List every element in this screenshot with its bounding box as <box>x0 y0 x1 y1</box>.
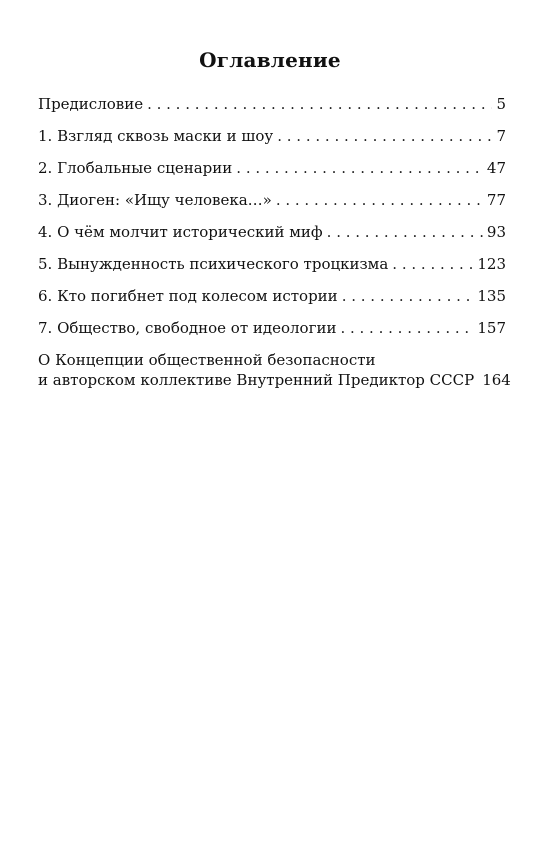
toc-entry-page: 7 <box>496 127 506 145</box>
toc-entry-label-line2: и авторском коллективе Внутренний Предиктор СССР <box>38 371 475 389</box>
toc-entry-label-line1: О Концепции общественной безопасности <box>38 351 376 369</box>
toc-leader-dots <box>276 184 483 216</box>
toc-leader-dots <box>277 120 492 152</box>
toc-entry[interactable] <box>38 216 506 248</box>
toc-entry-line2 <box>38 370 511 390</box>
toc-entry-label: 3. Диоген: «Ищу человека…» <box>38 191 272 209</box>
toc-entry-page: 77 <box>486 191 506 209</box>
toc-leader-dots <box>342 280 474 312</box>
toc-entry-multiline[interactable] <box>38 350 511 390</box>
toc-leader-dots <box>236 152 483 184</box>
toc-entry[interactable] <box>38 248 506 280</box>
table-of-contents <box>38 88 511 390</box>
toc-entry-page: 123 <box>477 255 506 273</box>
toc-entry-label: 6. Кто погибнет под колесом истории <box>38 287 338 305</box>
toc-entry-label: 5. Вынужденность психического троцкизма <box>38 255 389 273</box>
toc-entry[interactable] <box>38 312 506 344</box>
page-title: Оглавление <box>199 48 341 72</box>
toc-entry-page: 47 <box>486 159 506 177</box>
toc-entry-page: 157 <box>477 319 506 337</box>
toc-entry-label: 7. Общество, свободное от идеологии <box>38 319 337 337</box>
toc-entry[interactable] <box>38 152 506 184</box>
toc-leader-dots <box>392 248 473 280</box>
toc-entry[interactable] <box>38 280 506 312</box>
toc-entry-page: 5 <box>496 95 506 113</box>
toc-leader-dots <box>340 312 473 344</box>
toc-entry-label: Предисловие <box>38 95 144 113</box>
toc-entry-label: 4. О чём молчит исторический миф <box>38 223 323 241</box>
toc-leader-dots <box>147 88 492 120</box>
toc-entry[interactable] <box>38 184 506 216</box>
toc-entry-page: 164 <box>482 371 511 389</box>
toc-entry-page: 93 <box>486 223 506 241</box>
toc-entry-label: 2. Глобальные сценарии <box>38 159 233 177</box>
toc-entry[interactable] <box>38 88 506 120</box>
toc-leader-dots <box>327 216 483 248</box>
toc-entry-page: 135 <box>477 287 506 305</box>
toc-entry[interactable] <box>38 120 506 152</box>
toc-entry-label: 1. Взгляд сквозь маски и шоу <box>38 127 274 145</box>
